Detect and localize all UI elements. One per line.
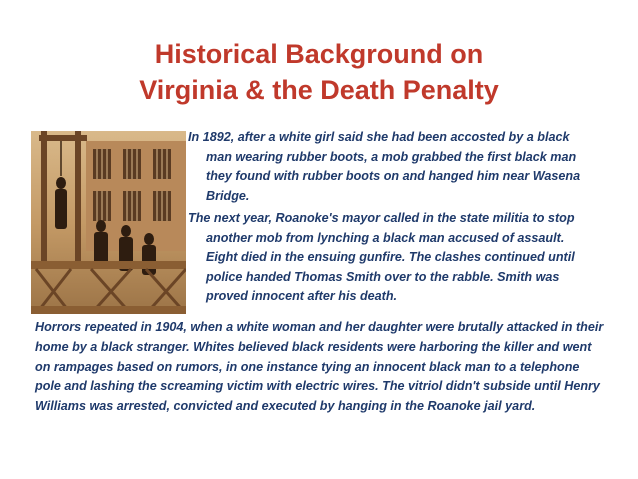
slide-title (60, 36, 578, 108)
title-line-1: Historical Background on (154, 39, 484, 69)
gallows-scene-image (31, 131, 186, 314)
paragraph-1892-lynching: In 1892, after a white girl said she had been accosted by a black man wearing rubber boots, a mob grabbed the first black man they found with rubber boots on and hanged him near Wasena Bridge. (188, 130, 581, 203)
historical-photo (31, 131, 186, 314)
paragraph-1893-militia: The next year, Roanoke's mayor called in the state militia to stop another mob from lynching a black man accused of assault. Eight died in the ensuing gunfire. The clashes continued until police handed Thomas Smith over to the rabble. Smith was proved innocent after his death. (188, 211, 575, 304)
title-line-2: Virginia & the Death Penalty (139, 75, 499, 105)
paragraph-1904-horrors: Horrors repeated in 1904, when a white woman and her daughter were brutally attacked in their home by a black stranger. Whites believed black residents were harboring the killer and went on rampages based on rumors, in one instance tying an innocent black man to a telephone pole and lashing the screaming victim with electric wires. The vitriol didn't subside until Henry Williams was arrested, convicted and executed by hanging in the Roanoke jail yard. (35, 320, 604, 414)
